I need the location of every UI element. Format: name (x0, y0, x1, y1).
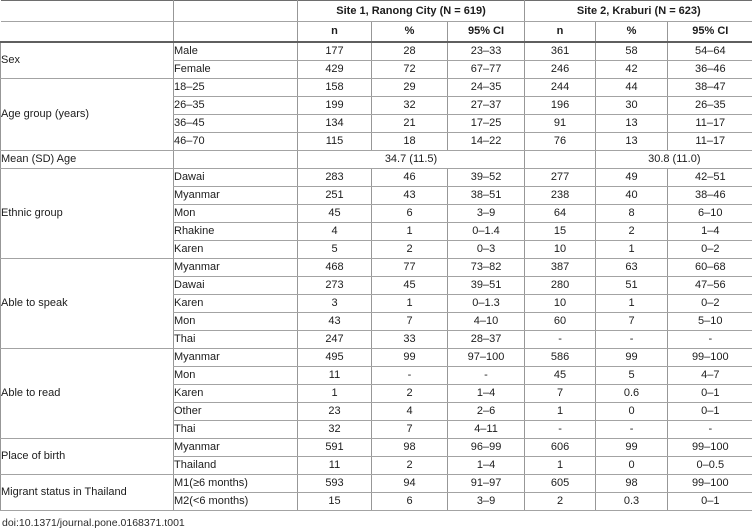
site2-cell-value: 98 (596, 475, 668, 493)
table-row (1, 79, 752, 97)
site2-mean-value: 30.8 (11.0) (596, 151, 752, 169)
table-row (1, 169, 752, 187)
site2-cell-value: 277 (525, 169, 596, 187)
site1-cell-value: 468 (298, 259, 372, 277)
site1-cell-value: 158 (298, 79, 372, 97)
site2-cell-value: 361 (525, 42, 596, 61)
site1-cell-value: 591 (298, 439, 372, 457)
row-label: Female (174, 61, 298, 79)
row-category: Age group (years) (1, 79, 174, 151)
site1-cell-value: 177 (298, 42, 372, 61)
site2-cell-value: 1 (596, 241, 668, 259)
site1-cell-value: 7 (372, 421, 448, 439)
site2-cell-value: 0–2 (668, 295, 752, 313)
row-label: Karen (174, 241, 298, 259)
site2-subcol-pct: % (596, 22, 668, 43)
table-row (1, 42, 752, 61)
site1-cell-value: 4–10 (448, 313, 525, 331)
site1-cell-value: 134 (298, 115, 372, 133)
site2-cell-value: 238 (525, 187, 596, 205)
site2-cell-value: 0–0.5 (668, 457, 752, 475)
site1-cell-value: 7 (372, 313, 448, 331)
site1-cell-value: 251 (298, 187, 372, 205)
site1-cell-value: - (372, 367, 448, 385)
header-spacer-category (1, 1, 174, 22)
site2-cell-value: 44 (596, 79, 668, 97)
site2-cell-value: 0–2 (668, 241, 752, 259)
site1-cell-value: 283 (298, 169, 372, 187)
site2-header: Site 2, Kraburi (N = 623) (525, 1, 752, 22)
site2-cell-value: 2 (596, 223, 668, 241)
site1-cell-value: 2–6 (448, 403, 525, 421)
site2-cell-value: 58 (596, 42, 668, 61)
site2-cell-value: 11–17 (668, 115, 752, 133)
site1-cell-value: 28–37 (448, 331, 525, 349)
site2-cell-value: 40 (596, 187, 668, 205)
site1-cell-value: 97–100 (448, 349, 525, 367)
site1-cell-value: 91–97 (448, 475, 525, 493)
doi-citation: doi:10.1371/journal.pone.0168371.t001 (2, 517, 752, 529)
site1-subcol-pct: % (372, 22, 448, 43)
site1-cell-value: 73–82 (448, 259, 525, 277)
row-label: 26–35 (174, 97, 298, 115)
site2-cell-value: 36–46 (668, 61, 752, 79)
site2-cell-value: 60 (525, 313, 596, 331)
site2-subcol-n: n (525, 22, 596, 43)
row-label: 18–25 (174, 79, 298, 97)
site2-cell-value: 1 (525, 457, 596, 475)
site1-cell-value: 0–1.3 (448, 295, 525, 313)
site2-cell-value: 7 (525, 385, 596, 403)
site1-cell-value: 1 (298, 385, 372, 403)
site1-cell-value: 3 (298, 295, 372, 313)
site2-cell-value: 42–51 (668, 169, 752, 187)
site2-cell-value: 1 (596, 295, 668, 313)
site2-cell-value: 11–17 (668, 133, 752, 151)
site2-cell-value: 0–1 (668, 385, 752, 403)
site1-cell-value: 593 (298, 475, 372, 493)
site1-cell-value: 18 (372, 133, 448, 151)
site2-cell-value: 0–1 (668, 403, 752, 421)
site2-cell-value: 586 (525, 349, 596, 367)
site2-cell-value: 49 (596, 169, 668, 187)
site1-cell-value: 429 (298, 61, 372, 79)
row-label: Other (174, 403, 298, 421)
row-label: Rhakine (174, 223, 298, 241)
site1-cell-value: 98 (372, 439, 448, 457)
row-label: M1(≥6 months) (174, 475, 298, 493)
site2-cell-value: 38–46 (668, 187, 752, 205)
site2-cell-value: 5 (596, 367, 668, 385)
table-row (1, 439, 752, 457)
row-label: Male (174, 42, 298, 61)
site2-cell-value: 6–10 (668, 205, 752, 223)
site2-cell-value: 60–68 (668, 259, 752, 277)
site1-cell-value: 5 (298, 241, 372, 259)
site1-cell-value: 21 (372, 115, 448, 133)
site1-cell-value: 3–9 (448, 205, 525, 223)
row-label: Karen (174, 385, 298, 403)
table-body (1, 42, 752, 511)
row-label: Dawai (174, 277, 298, 295)
site2-cell-value: - (525, 421, 596, 439)
site1-cell-value: 199 (298, 97, 372, 115)
site2-cell-value: 605 (525, 475, 596, 493)
site2-cell-value: 1–4 (668, 223, 752, 241)
row-label: Myanmar (174, 259, 298, 277)
site2-subcol-ci: 95% CI (668, 22, 752, 43)
site2-cell-value: 15 (525, 223, 596, 241)
site1-cell-value: 3–9 (448, 493, 525, 511)
site2-cell-value: 0–1 (668, 493, 752, 511)
row-label: Karen (174, 295, 298, 313)
site2-cell-value: 0 (596, 457, 668, 475)
row-category: Sex (1, 42, 174, 79)
site1-cell-value: 67–77 (448, 61, 525, 79)
site1-cell-value: 29 (372, 79, 448, 97)
header-row-sites (1, 1, 752, 22)
site1-cell-value: 38–51 (448, 187, 525, 205)
row-category: Migrant status in Thailand (1, 475, 174, 511)
site1-cell-value: 28 (372, 42, 448, 61)
site2-cell-value: 38–47 (668, 79, 752, 97)
site2-cell-value: 7 (596, 313, 668, 331)
site2-cell-value: 8 (596, 205, 668, 223)
site1-mean-value: 34.7 (11.5) (298, 151, 525, 169)
site1-cell-value: 4 (372, 403, 448, 421)
site1-cell-value: 2 (372, 241, 448, 259)
site1-cell-value: 46 (372, 169, 448, 187)
site2-cell-value: 10 (525, 241, 596, 259)
row-category: Able to read (1, 349, 174, 439)
site2-cell-value: - (596, 331, 668, 349)
site2-cell-value: 2 (525, 493, 596, 511)
table-row (1, 259, 752, 277)
site2-cell-value: 13 (596, 115, 668, 133)
site1-cell-value: 247 (298, 331, 372, 349)
site2-cell-value: 99 (596, 349, 668, 367)
site1-cell-value: 1–4 (448, 457, 525, 475)
site2-cell-value: 47–56 (668, 277, 752, 295)
site1-cell-value: 4 (298, 223, 372, 241)
site2-cell-value: 0.6 (596, 385, 668, 403)
site1-cell-value: 43 (298, 313, 372, 331)
site2-cell-value: - (668, 331, 752, 349)
site2-cell-value: 196 (525, 97, 596, 115)
site1-cell-value: 6 (372, 205, 448, 223)
site1-cell-value: 14–22 (448, 133, 525, 151)
site1-cell-value: 23–33 (448, 42, 525, 61)
site1-cell-value: 0–1.4 (448, 223, 525, 241)
site1-cell-value: 72 (372, 61, 448, 79)
site2-cell-value: 387 (525, 259, 596, 277)
site2-cell-value: - (596, 421, 668, 439)
site2-cell-value: 63 (596, 259, 668, 277)
site1-cell-value: 115 (298, 133, 372, 151)
site1-cell-value: 45 (298, 205, 372, 223)
site2-cell-value: 280 (525, 277, 596, 295)
site2-cell-value: - (525, 331, 596, 349)
row-label: Mon (174, 313, 298, 331)
site1-cell-value: 1–4 (448, 385, 525, 403)
site2-n-empty (525, 151, 596, 169)
site1-cell-value: 0–3 (448, 241, 525, 259)
table-row (1, 349, 752, 367)
row-label: M2(<6 months) (174, 493, 298, 511)
header-spacer-category2 (1, 22, 174, 43)
site1-cell-value: 96–99 (448, 439, 525, 457)
row-label: Mon (174, 367, 298, 385)
row-label: 46–70 (174, 133, 298, 151)
site2-cell-value: 0.3 (596, 493, 668, 511)
row-label: Mon (174, 205, 298, 223)
row-label: Myanmar (174, 349, 298, 367)
site1-cell-value: 32 (372, 97, 448, 115)
row-category: Place of birth (1, 439, 174, 475)
table-row (1, 475, 752, 493)
site2-cell-value: 54–64 (668, 42, 752, 61)
site1-cell-value: 27–37 (448, 97, 525, 115)
row-label: Thai (174, 331, 298, 349)
site2-cell-value: 99–100 (668, 475, 752, 493)
site1-cell-value: 2 (372, 385, 448, 403)
site1-cell-value: 17–25 (448, 115, 525, 133)
site2-cell-value: 1 (525, 403, 596, 421)
site1-cell-value: 1 (372, 295, 448, 313)
row-label: 36–45 (174, 115, 298, 133)
site1-cell-value: 99 (372, 349, 448, 367)
site2-cell-value: 64 (525, 205, 596, 223)
site1-cell-value: 39–52 (448, 169, 525, 187)
header-row-subcols (1, 22, 752, 43)
site2-cell-value: 13 (596, 133, 668, 151)
site1-cell-value: 77 (372, 259, 448, 277)
row-category: Ethnic group (1, 169, 174, 259)
site1-subcol-n: n (298, 22, 372, 43)
site2-cell-value: 51 (596, 277, 668, 295)
site2-cell-value: 10 (525, 295, 596, 313)
site1-cell-value: 273 (298, 277, 372, 295)
row-label: Myanmar (174, 187, 298, 205)
site1-cell-value: 6 (372, 493, 448, 511)
site1-cell-value: 1 (372, 223, 448, 241)
header-spacer-sublabel2 (174, 22, 298, 43)
site2-cell-value: 42 (596, 61, 668, 79)
row-category: Able to speak (1, 259, 174, 349)
site1-cell-value: 94 (372, 475, 448, 493)
site1-cell-value: - (448, 367, 525, 385)
site2-cell-value: 30 (596, 97, 668, 115)
site1-cell-value: 24–35 (448, 79, 525, 97)
site1-cell-value: 11 (298, 457, 372, 475)
row-label: Thailand (174, 457, 298, 475)
site1-cell-value: 2 (372, 457, 448, 475)
site2-cell-value: 99 (596, 439, 668, 457)
site1-cell-value: 11 (298, 367, 372, 385)
site2-cell-value: 76 (525, 133, 596, 151)
site1-subcol-ci: 95% CI (448, 22, 525, 43)
site2-cell-value: 26–35 (668, 97, 752, 115)
site1-cell-value: 32 (298, 421, 372, 439)
site2-cell-value: 606 (525, 439, 596, 457)
row-label (174, 151, 298, 169)
site2-cell-value: 244 (525, 79, 596, 97)
site1-cell-value: 4–11 (448, 421, 525, 439)
site2-cell-value: 99–100 (668, 439, 752, 457)
site1-cell-value: 43 (372, 187, 448, 205)
site2-cell-value: 5–10 (668, 313, 752, 331)
site2-cell-value: 91 (525, 115, 596, 133)
site2-cell-value: 99–100 (668, 349, 752, 367)
site1-cell-value: 15 (298, 493, 372, 511)
site2-cell-value: 0 (596, 403, 668, 421)
site1-cell-value: 45 (372, 277, 448, 295)
site1-header: Site 1, Ranong City (N = 619) (298, 1, 525, 22)
site1-cell-value: 39–51 (448, 277, 525, 295)
row-label: Dawai (174, 169, 298, 187)
row-label: Thai (174, 421, 298, 439)
row-category: Mean (SD) Age (1, 151, 174, 169)
site2-cell-value: 246 (525, 61, 596, 79)
table-row (1, 151, 752, 169)
row-label: Myanmar (174, 439, 298, 457)
site1-cell-value: 33 (372, 331, 448, 349)
site2-cell-value: 45 (525, 367, 596, 385)
site2-cell-value: 4–7 (668, 367, 752, 385)
header-spacer-sublabel (174, 1, 298, 22)
site1-cell-value: 495 (298, 349, 372, 367)
site2-cell-value: - (668, 421, 752, 439)
site1-cell-value: 23 (298, 403, 372, 421)
